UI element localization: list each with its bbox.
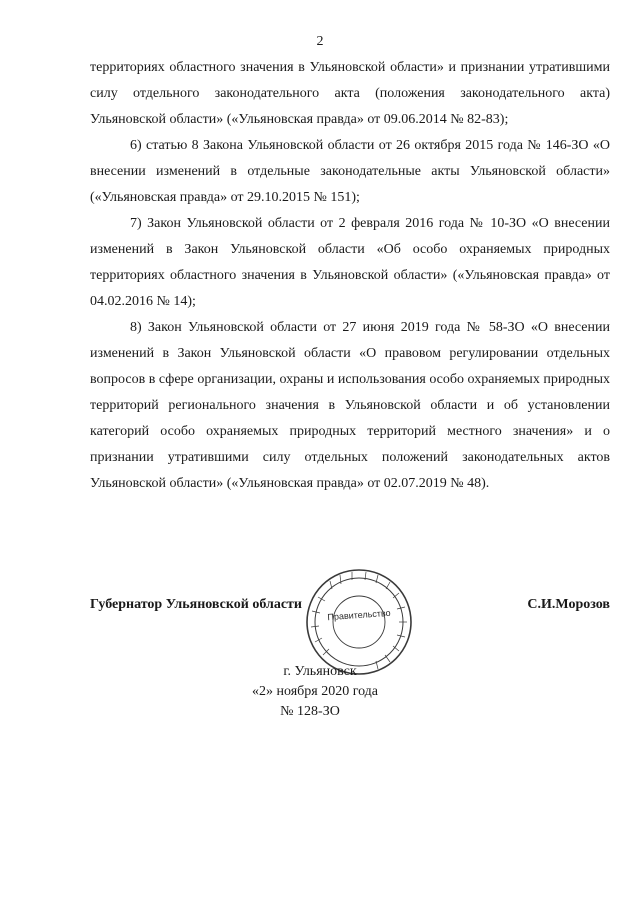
signatory-name: С.И.Морозов — [527, 597, 610, 612]
paragraph-item-6: 6) статью 8 Закона Ульяновской области от 26 октября 2015 года № 146-ЗО «О внесении изменений в отдельные законодательные акты Ульяновской области» («Ульяновская правда» от 29.10.2015 № 151); — [90, 138, 610, 205]
paragraph-item-7: 7) Закон Ульяновской области от 2 февраля 2016 года № 10-ЗО «О внесении изменений в Закон Ульяновской области «Об особо охраняемых природных территориях областного значения в Ульяновской области» («Ульяновская правда» от 04.02.2016 № 14); — [90, 216, 610, 309]
page-number: 2 — [316, 34, 324, 49]
signatory-title: Губернатор Ульяновской области — [90, 597, 302, 612]
paragraph-continuation: территориях областного значения в Ульяновской области» и признании утратившими силу отдельного законодательного акта (положения законодательного акта) Ульяновской области» («Ульяновская правда» от 09.06.2014 № 82-83); — [90, 60, 610, 127]
law-number: № 128-ЗО — [280, 704, 340, 719]
paragraph-item-8: 8) Закон Ульяновской области от 27 июня 2019 года № 58-ЗО «О внесении изменений в Закон Ульяновской области «О правовом регулировании отдельных вопросов в сфере организации, охраны и использования особо охраняемых природных территорий регионального значения в Ульяновской области и об установлении категорий особо охраняемых природных территорий местного значения» и о признании утратившими силу отдельных положений законодательных актов Ульяновской области» («Ульяновская правда» от 02.07.2019 № 48). — [90, 320, 610, 491]
stamp-center-text: Правительство — [327, 607, 391, 623]
city: г. Ульяновск — [283, 664, 357, 679]
place-date-block — [0, 662, 640, 722]
law-date: «2» ноября 2020 года — [251, 684, 379, 699]
document-body — [90, 55, 610, 497]
